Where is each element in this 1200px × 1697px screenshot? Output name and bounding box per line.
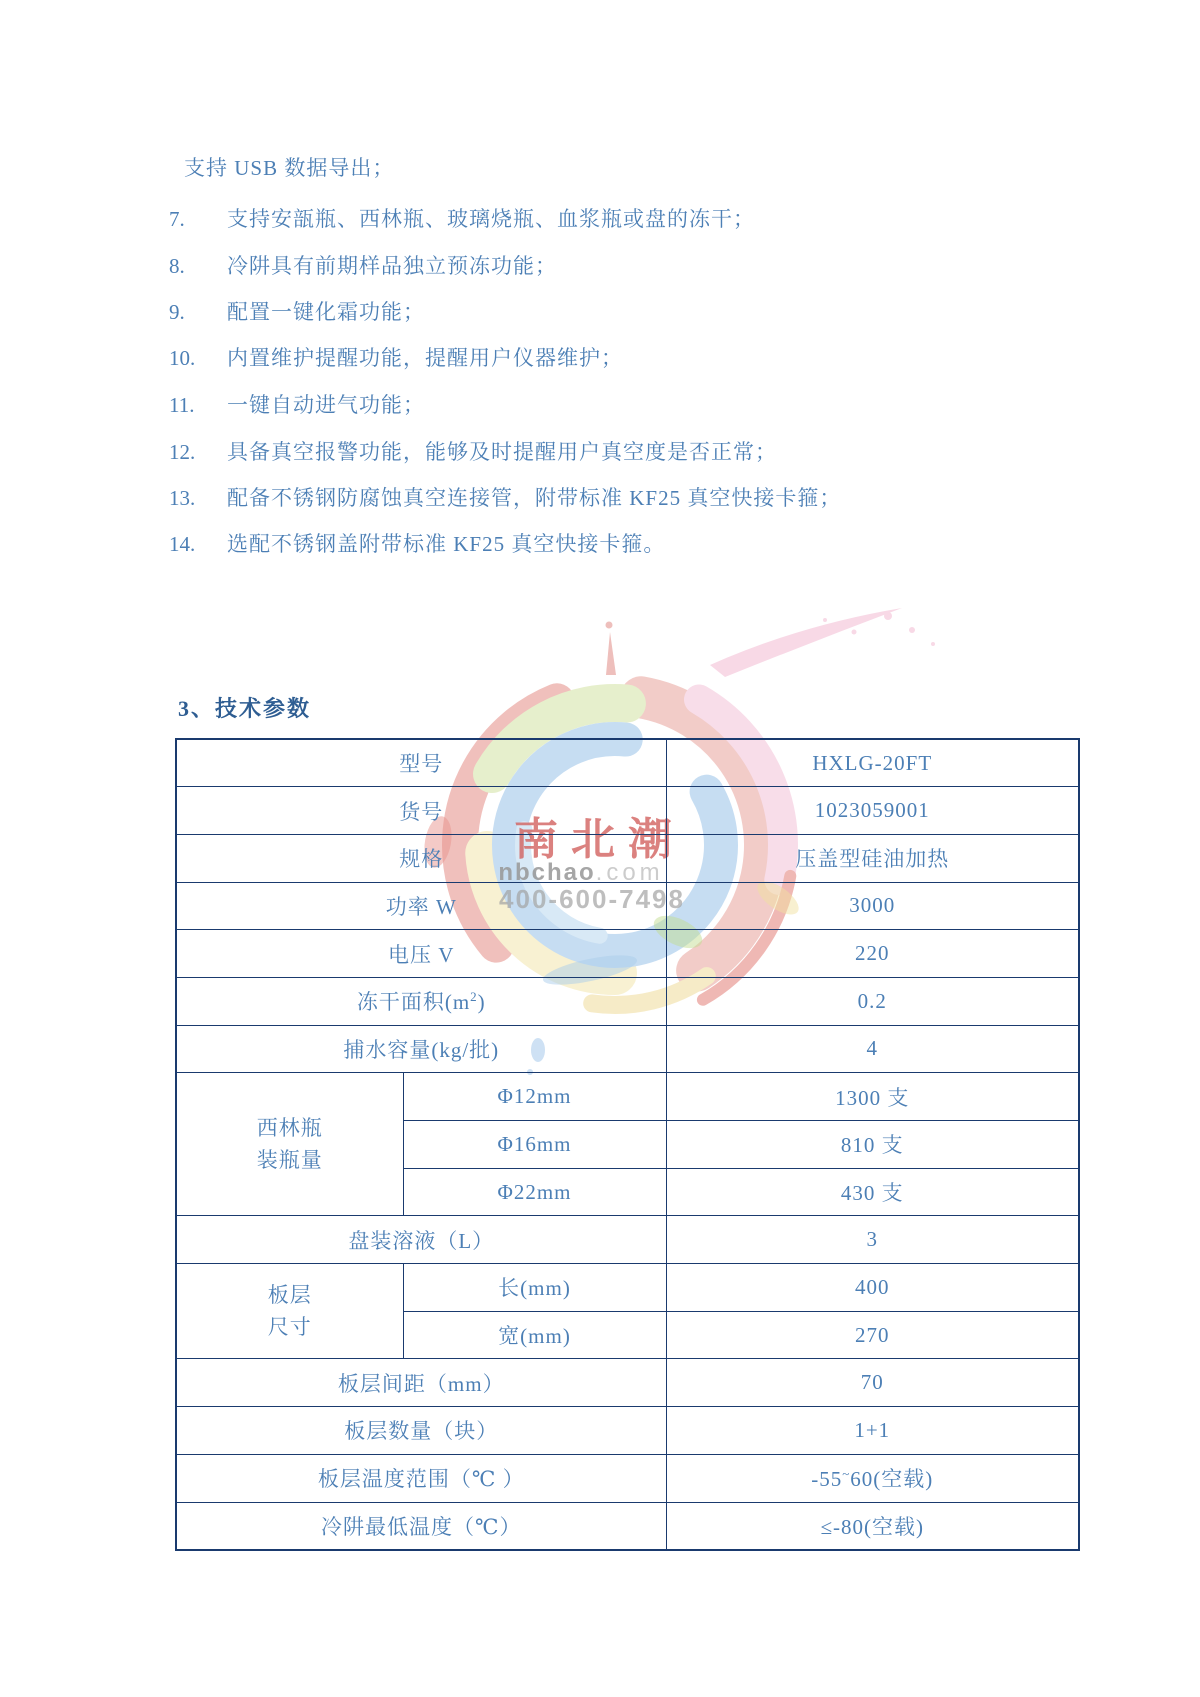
row-value: 70 <box>666 1359 1079 1407</box>
row-label: 冷阱最低温度（℃） <box>176 1502 666 1550</box>
row-value: 1300 支 <box>666 1073 1079 1121</box>
row-value: 1023059001 <box>666 787 1079 835</box>
row-value: 0.2 <box>666 977 1079 1025</box>
table-row <box>176 1502 1079 1550</box>
row-value: 430 支 <box>666 1168 1079 1216</box>
list-item <box>169 436 777 466</box>
row-value: 1+1 <box>666 1407 1079 1455</box>
row-value: 400 <box>666 1264 1079 1312</box>
list-item-text: 支持安瓿瓶、西林瓶、玻璃烧瓶、血浆瓶或盘的冻干； <box>227 207 755 231</box>
list-item <box>169 250 557 280</box>
row-value: -55~60(空载) <box>666 1454 1079 1502</box>
row-group-label: 西林瓶 装瓶量 <box>176 1073 403 1216</box>
section-title: 3、技术参数 <box>178 696 312 721</box>
row-value: 810 支 <box>666 1121 1079 1169</box>
row-label: 盘装溶液（L） <box>176 1216 666 1264</box>
row-label: 板层间距（mm） <box>176 1359 666 1407</box>
spec-table <box>175 738 1080 1551</box>
watermark-site-bold: nbchao <box>498 859 596 886</box>
list-item-number: 14. <box>169 532 196 556</box>
list-item-text: 冷阱具有前期样品独立预冻功能； <box>227 254 557 278</box>
table-row <box>176 930 1079 978</box>
table-row <box>176 1359 1079 1407</box>
list-item-number: 7. <box>169 207 185 231</box>
table-row <box>176 834 1079 882</box>
row-sublabel: Φ16mm <box>403 1121 666 1169</box>
list-item <box>169 342 623 372</box>
intro-line: 支持 USB 数据导出； <box>184 156 395 180</box>
list-item-text: 选配不锈钢盖附带标准 KF25 真空快接卡箍。 <box>227 532 666 556</box>
list-item-text: 内置维护提醒功能，提醒用户仪器维护； <box>227 346 623 370</box>
table-row <box>176 1216 1079 1264</box>
table-row <box>176 787 1079 835</box>
row-value: ≤-80(空载) <box>666 1502 1079 1550</box>
row-value: 220 <box>666 930 1079 978</box>
row-value: 270 <box>666 1311 1079 1359</box>
row-label: 板层温度范围（℃ ） <box>176 1454 666 1502</box>
list-item-number: 9. <box>169 300 185 324</box>
row-label: 捕水容量(kg/批) <box>176 1025 666 1073</box>
row-value: HXLG-20FT <box>666 739 1079 787</box>
row-label: 电压 V <box>176 930 666 978</box>
list-item-text: 一键自动进气功能； <box>227 393 425 417</box>
list-item-number: 13. <box>169 486 196 510</box>
table-row <box>176 1264 1079 1312</box>
list-item <box>169 528 665 558</box>
list-item-number: 8. <box>169 254 185 278</box>
row-label: 货号 <box>176 787 666 835</box>
table-row <box>176 882 1079 930</box>
row-value: 4 <box>666 1025 1079 1073</box>
watermark-phone-text: 400-600-7498 <box>499 884 685 914</box>
table-row <box>176 1407 1079 1455</box>
row-label: 功率 W <box>176 882 666 930</box>
row-value: 3 <box>666 1216 1079 1264</box>
watermark-site-light: .com <box>595 859 664 886</box>
table-row <box>176 977 1079 1025</box>
list-item-text: 配备不锈钢防腐蚀真空连接管，附带标准 KF25 真空快接卡箍； <box>227 486 842 510</box>
list-item-text: 配置一键化霜功能； <box>227 300 425 324</box>
table-row <box>176 1073 1079 1121</box>
row-label: 规格 <box>176 834 666 882</box>
row-sublabel: Φ12mm <box>403 1073 666 1121</box>
list-item <box>169 482 841 512</box>
table-row <box>176 1025 1079 1073</box>
table-row <box>176 739 1079 787</box>
row-value: 压盖型硅油加热 <box>666 834 1079 882</box>
row-sublabel: 宽(mm) <box>403 1311 666 1359</box>
list-item <box>169 203 755 233</box>
watermark-brand-text: 南北潮 <box>514 815 685 864</box>
row-label: 型号 <box>176 739 666 787</box>
row-sublabel: 长(mm) <box>403 1264 666 1312</box>
list-item-number: 11. <box>169 393 195 417</box>
list-item-number: 10. <box>169 346 196 370</box>
list-item <box>169 296 425 326</box>
list-item-number: 12. <box>169 440 196 464</box>
row-label: 冻干面积$(m^2)$ <box>176 977 666 1025</box>
row-value: 3000 <box>666 882 1079 930</box>
list-item-text: 具备真空报警功能，能够及时提醒用户真空度是否正常； <box>227 440 777 464</box>
row-sublabel: Φ22mm <box>403 1168 666 1216</box>
row-label: 板层数量（块） <box>176 1407 666 1455</box>
list-item <box>169 389 425 419</box>
row-group-label: 板层 尺寸 <box>176 1264 403 1359</box>
table-row <box>176 1454 1079 1502</box>
